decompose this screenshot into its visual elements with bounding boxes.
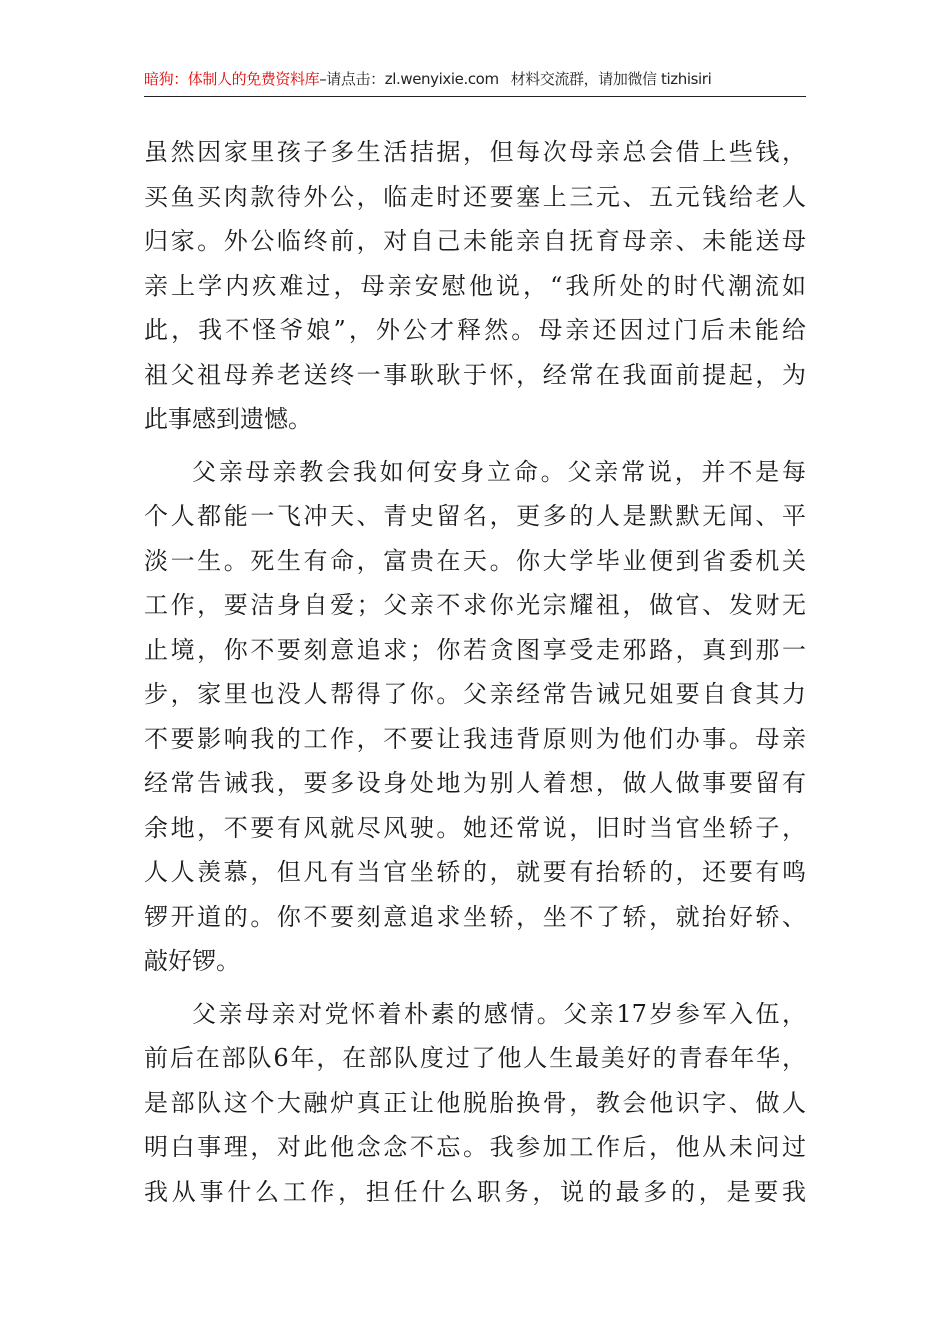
document-body [144, 130, 806, 1214]
text-line: 前后在部队6年，在部队度过了他人生最美好的青春年华， [144, 1044, 806, 1072]
text-line: 父亲母亲对党怀着朴素的感情。父亲17岁参军入伍， [192, 999, 806, 1028]
text-line: 步，家里也没人帮得了你。父亲经常告诫兄姐要自食其力 [144, 680, 806, 708]
text-line: 淡一生。死生有命，富贵在天。你大学毕业便到省委机关 [144, 546, 806, 575]
text-line: 虽然因家里孩子多生活拮据，但每次母亲总会借上些钱， [144, 138, 806, 166]
text-line: 敲好锣。 [144, 947, 240, 975]
text-line: 不要影响我的工作，不要让我违背原则为他们办事。母亲 [144, 724, 806, 753]
text-line: 归家。外公临终前，对自己未能亲自抚育母亲、未能送母 [144, 227, 806, 255]
text-line: 经常告诫我，要多设身处地为别人着想，做人做事要留有 [144, 769, 806, 797]
text-line: 明白事理，对此他念念不忘。我参加工作后，他从未问过 [144, 1133, 806, 1161]
text-line: 亲上学内疚难过，母亲安慰他说，“我所处的时代潮流如 [144, 271, 806, 300]
text-line: 余地，不要有风就尽风驶。她还常说，旧时当官坐轿子， [144, 813, 806, 842]
text-line: 人人羡慕，但凡有当官坐轿的，就要有抬轿的，还要有鸣 [144, 858, 806, 886]
text-line: 父亲母亲教会我如何安身立命。父亲常说，并不是每 [192, 457, 806, 486]
text-line: 此事感到遗憾。 [144, 405, 312, 433]
header-link[interactable]: zl.wenyixie.com [384, 70, 499, 88]
text-line: 我从事什么工作，担任什么职务，说的最多的，是要我 [144, 1177, 806, 1206]
header-link-prefix: –请点击： [319, 70, 385, 88]
header-brand: 暗狗：体制人的免费资料库 [144, 70, 320, 88]
text-line: 是部队这个大融炉真正让他脱胎换骨，教会他识字、做人 [144, 1088, 806, 1117]
text-line: 止境，你不要刻意追求；你若贪图享受走邪路，真到那一 [144, 635, 806, 664]
text-line: 买鱼买肉款待外公，临走时还要塞上三元、五元钱给老人 [144, 182, 806, 211]
paragraph-3 [144, 992, 806, 1215]
header-wechat: 材料交流群，请加微信 tizhisiri [510, 70, 712, 88]
paragraph-gap [144, 442, 806, 450]
paragraph-2 [144, 450, 806, 984]
paragraph-gap [144, 984, 806, 992]
text-line: 祖父祖母养老送终一事耿耿于怀，经常在我面前提起，为 [144, 360, 806, 389]
text-line: 工作，要洁身自爱；父亲不求你光宗耀祖，做官、发财无 [144, 591, 806, 619]
paragraph-1 [144, 130, 806, 442]
text-line: 此，我不怪爷娘”，外公才释然。母亲还因过门后未能给 [144, 316, 806, 344]
text-line: 锣开道的。你不要刻意追求坐轿，坐不了轿，就抬好轿、 [144, 902, 806, 931]
text-line: 个人都能一飞冲天、青史留名，更多的人是默默无闻、平 [144, 502, 806, 530]
page-header [144, 66, 806, 97]
